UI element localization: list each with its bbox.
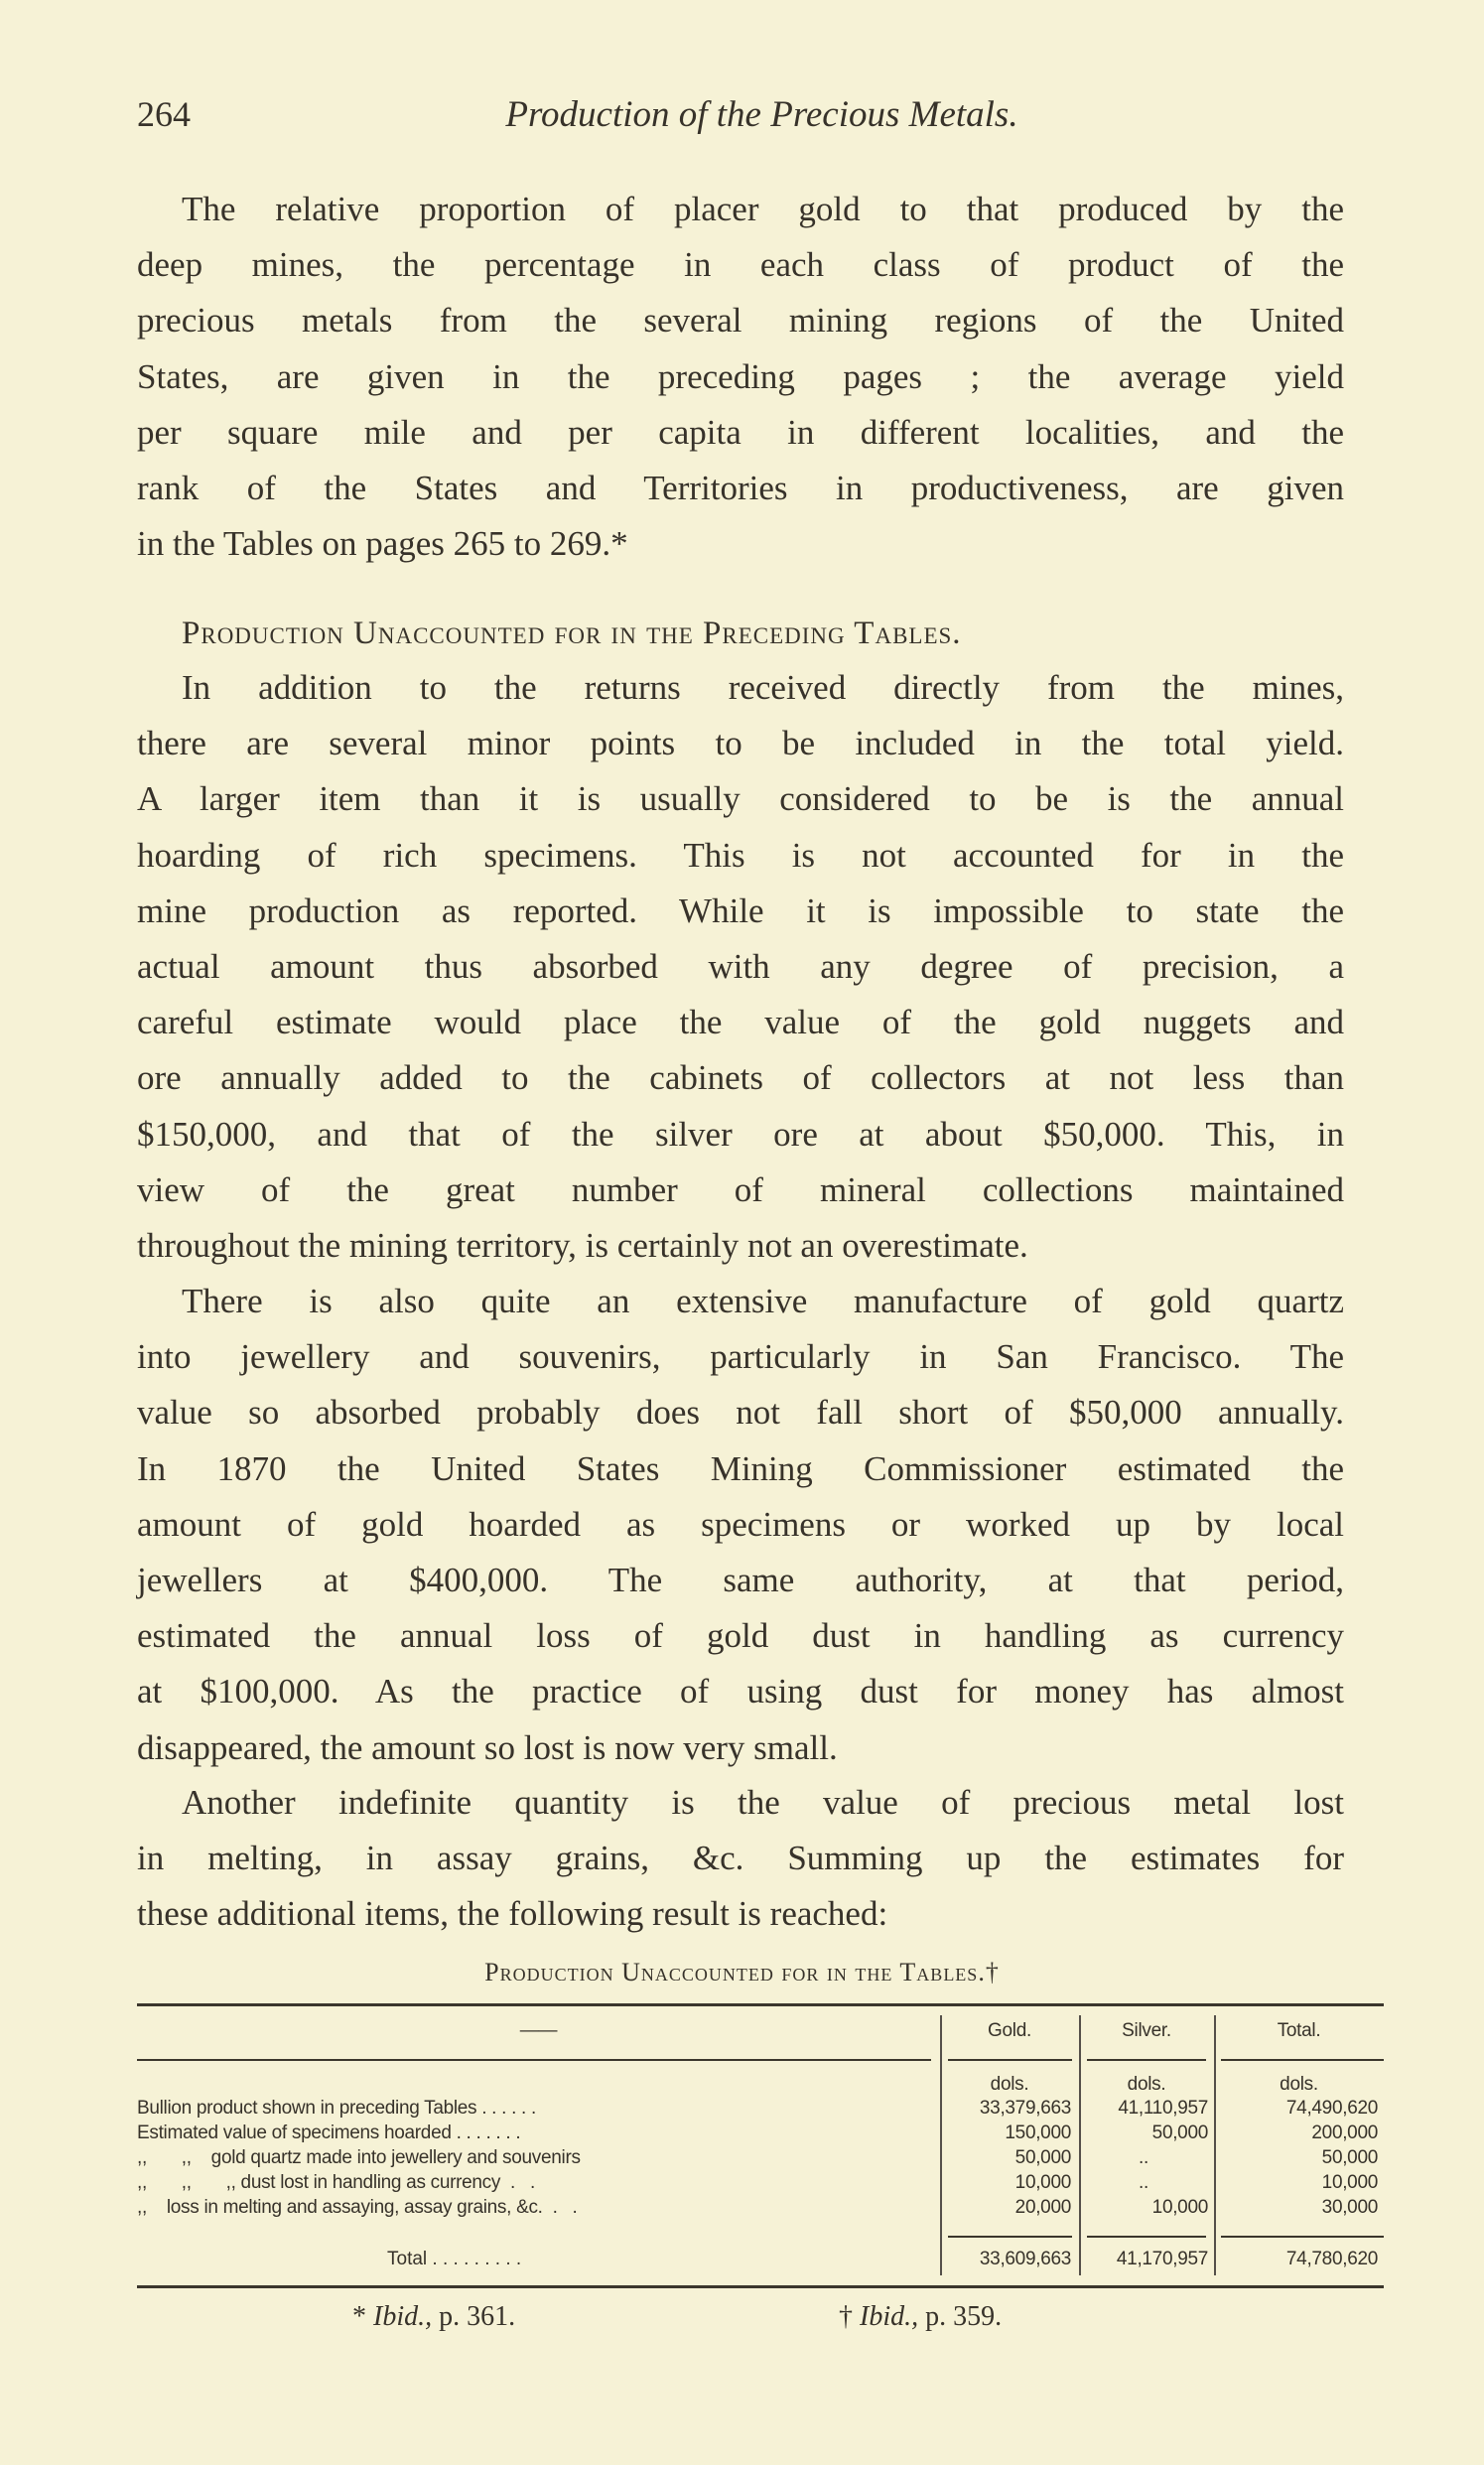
text-line: disappeared, the amount so lost is now very small. [137, 1727, 838, 1767]
text-line: The relative proportion of placer gold to that produced by the [182, 190, 1344, 228]
silver-value: .. [1139, 2147, 1148, 2168]
total-total: 74,780,620 [1285, 2249, 1378, 2269]
total-value: 30,000 [1321, 2197, 1378, 2218]
text-line: in melting, in assay grains, &c. Summing up the estimates for [137, 1839, 1344, 1878]
unit-gold: dols. [990, 2074, 1029, 2095]
header-rule [1087, 2059, 1206, 2061]
row-label: ,, loss in melting and assaying, assay grains, &c. . . [137, 2197, 578, 2218]
row-label: ,, ,, gold quartz made into jewellery and souvenirs [137, 2147, 581, 2168]
column-divider [1214, 2015, 1216, 2275]
text-line: A larger item than it is usually considered to be is the annual [137, 779, 1344, 819]
text-line: estimated the annual loss of gold dust in handling as currency [137, 1616, 1344, 1656]
total-silver: 41,170,957 [1116, 2249, 1208, 2269]
silver-value: .. [1139, 2172, 1148, 2193]
silver-value: 41,110,957 [1118, 2098, 1208, 2119]
text-line: $150,000, and that of the silver ore at about $50,000. This, in [137, 1114, 1344, 1154]
text-line: mine production as reported. While it is impossible to state the [137, 890, 1344, 930]
text-line: in the Tables on pages 265 to 269.* [137, 524, 628, 564]
paragraph-2 [137, 660, 1344, 1274]
header-rule [948, 2059, 1072, 2061]
total-gold: 33,609,663 [979, 2249, 1071, 2269]
text-line: In 1870 the United States Mining Commissioner estimated the [137, 1448, 1344, 1488]
gold-value: 10,000 [1014, 2172, 1071, 2193]
sum-rule [1221, 2236, 1384, 2238]
running-title: Production of the Precious Metals. [505, 94, 1018, 135]
text-line: hoarding of rich specimens. This is not accounted for in the [137, 835, 1344, 875]
text-line: States, are given in the preceding pages ; the average yield [137, 356, 1344, 396]
total-label: Total . . . . . . . . . [387, 2249, 522, 2269]
total-value: 74,490,620 [1285, 2098, 1378, 2119]
text-line: precious metals from the several mining regions of the United [137, 301, 1344, 341]
column-header-total: Total. [1277, 2020, 1321, 2041]
text-line: view of the great number of mineral collections maintained [137, 1169, 1344, 1209]
column-header-silver: Silver. [1122, 2020, 1171, 2041]
header-rule [137, 2059, 931, 2061]
text-line: ore annually added to the cabinets of collectors at not less than [137, 1058, 1344, 1098]
text-line: actual amount thus absorbed with any degree of precision, a [137, 946, 1344, 986]
table-top-rule [137, 2003, 1384, 2006]
table-bottom-rule [137, 2285, 1384, 2288]
text-line: Another indefinite quantity is the value of precious metal lost [182, 1783, 1344, 1822]
text-line: amount of gold hoarded as specimens or worked up by local [137, 1504, 1344, 1544]
gold-value: 50,000 [1014, 2147, 1071, 2168]
stub-header: —— [519, 2020, 558, 2041]
text-line: throughout the mining territory, is certainly not an overestimate. [137, 1225, 1028, 1265]
text-line: value so absorbed probably does not fall short of $50,000 annually. [137, 1393, 1344, 1433]
footnote-1 [352, 2301, 515, 2333]
paragraph-1 [137, 182, 1344, 572]
footnote-2 [839, 2301, 1002, 2333]
unit-total: dols. [1280, 2074, 1318, 2095]
row-label: ,, ,, ,, dust lost in handling as currency . . [137, 2172, 535, 2193]
page-number: 264 [137, 94, 191, 134]
text-line: jewellers at $400,000. The same authority, at that period, [137, 1560, 1344, 1599]
column-divider [1079, 2015, 1081, 2275]
column-header-gold: Gold. [988, 2020, 1031, 2041]
text-line: In addition to the returns received directly from the mines, [182, 668, 1344, 707]
header-rule [1221, 2059, 1384, 2061]
text-line: these additional items, the following result is reached: [137, 1894, 888, 1934]
footnote-mark: † [839, 2301, 853, 2332]
row-label: Estimated value of specimens hoarded . . . . . . . [137, 2123, 521, 2143]
footnote-page: p. 359. [925, 2301, 1003, 2332]
paragraph-4 [137, 1775, 1344, 1943]
total-value: 200,000 [1311, 2123, 1378, 2143]
sum-rule [948, 2236, 1072, 2238]
table-title: Production Unaccounted for in the Tables.† [484, 1958, 1000, 1986]
text-line: at $100,000. As the practice of using dust for money has almost [137, 1672, 1344, 1712]
text-line: into jewellery and souvenirs, particularly in San Francisco. The [137, 1337, 1344, 1377]
sum-rule [1087, 2236, 1206, 2238]
footnote-mark: * [352, 2301, 366, 2332]
footnote-page: p. 361. [439, 2301, 516, 2332]
gold-value: 20,000 [1014, 2197, 1071, 2218]
column-divider [940, 2015, 942, 2275]
footnote-ref: Ibid., [860, 2301, 919, 2332]
text-line: There is also quite an extensive manufacture of gold quartz [182, 1282, 1344, 1320]
gold-value: 150,000 [1005, 2123, 1071, 2143]
text-line: rank of the States and Territories in productiveness, are given [137, 468, 1344, 507]
total-value: 50,000 [1321, 2147, 1378, 2168]
silver-value: 50,000 [1151, 2123, 1208, 2143]
silver-value: 10,000 [1151, 2197, 1208, 2218]
row-label: Bullion product shown in preceding Tables . . . . . . [137, 2098, 536, 2119]
text-line: per square mile and per capita in different localities, and the [137, 412, 1344, 452]
gold-value: 33,379,663 [979, 2098, 1071, 2119]
total-value: 10,000 [1321, 2172, 1378, 2193]
text-line: deep mines, the percentage in each class of product of the [137, 245, 1344, 285]
text-line: careful estimate would place the value of the gold nuggets and [137, 1003, 1344, 1042]
text-line: there are several minor points to be included in the total yield. [137, 724, 1344, 763]
paragraph-3 [137, 1274, 1344, 1776]
footnote-ref: Ibid., [373, 2301, 433, 2332]
unit-silver: dols. [1127, 2074, 1166, 2095]
section-heading: Production Unaccounted for in the Preceding Tables. [182, 616, 962, 651]
